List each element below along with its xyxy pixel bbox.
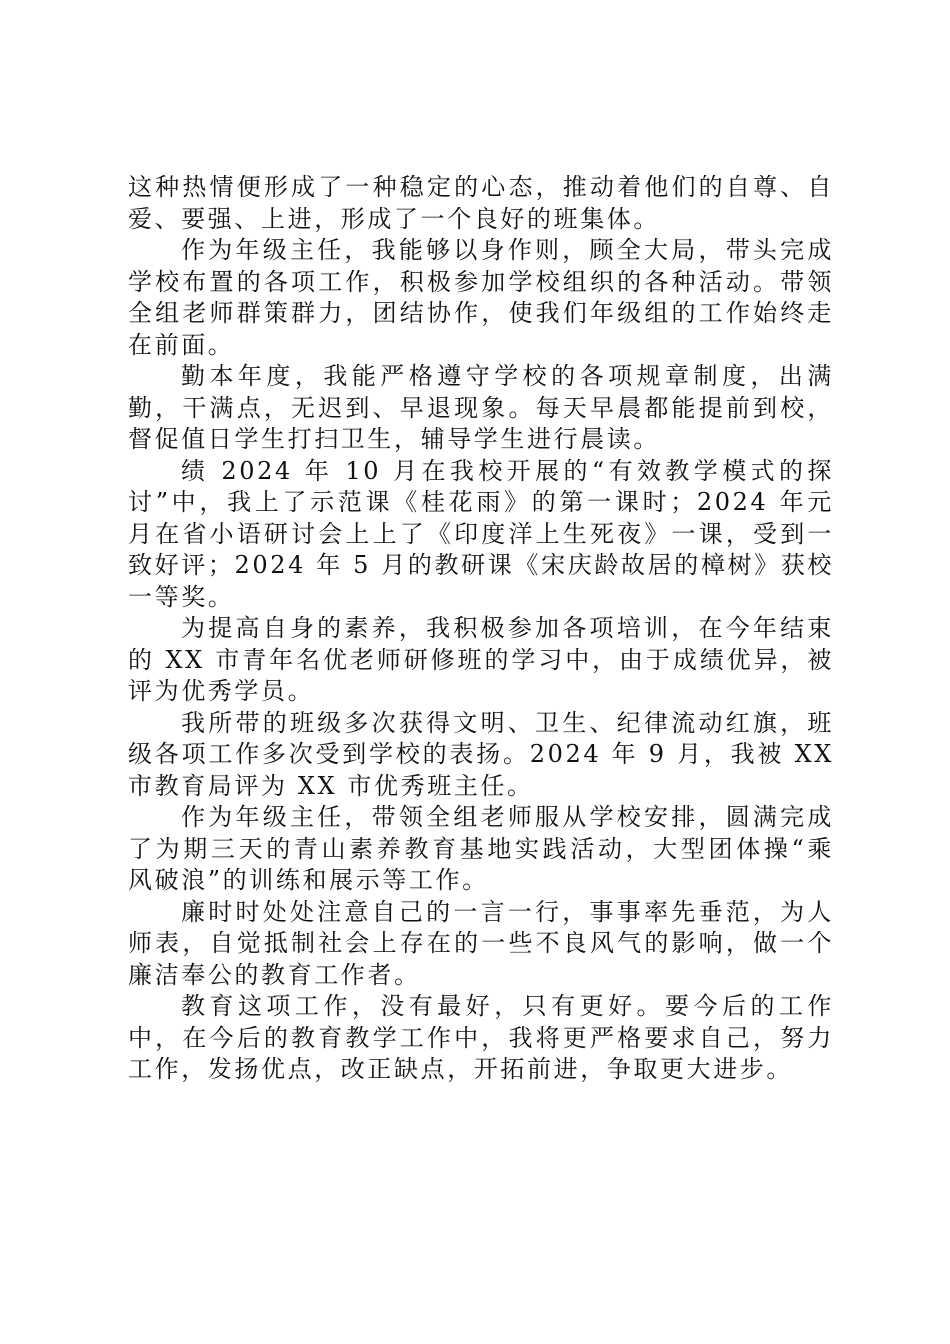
paragraph-diligence: 勤本年度，我能严格遵守学校的各项规章制度，出满勤，干满点，无迟到、早退现象。每天早晨都能提前到校，督促值日学生打扫卫生，辅导学生进行晨读。: [128, 362, 834, 453]
paragraph-conclusion: 教育这项工作，没有最好，只有更好。要今后的工作中，在今后的教育教学工作中，我将更严格要求自己，努力工作，发扬优点，改正缺点，开拓前进，争取更大进步。: [128, 992, 834, 1083]
paragraph-leadership: 作为年级主任，我能够以身作则，顾全大局，带头完成学校布置的各项工作，积极参加学校组织的各种活动。带领全组老师群策群力，团结协作，使我们年级组的工作始终走在前面。: [128, 236, 834, 359]
paragraph-training: 为提高自身的素养，我积极参加各项培训，在今年结束的 XX 市青年名优老师研修班的学习中，由于成绩优异，被评为优秀学员。: [128, 614, 834, 705]
paragraph-integrity: 廉时时处处注意自己的一言一行，事事率先垂范，为人师表，自觉抵制社会上存在的一些不良风气的影响，做一个廉洁奉公的教育工作者。: [128, 897, 834, 989]
paragraph-activities: 作为年级主任，带领全组老师服从学校安排，圆满完成了为期三天的青山素养教育基地实践活动，大型团体操“乘风破浪”的训练和展示等工作。: [128, 803, 834, 894]
paragraph-continuation: 这种热情便形成了一种稳定的心态，推动着他们的自尊、自爱、要强、上进，形成了一个良好的班集体。: [128, 173, 834, 233]
paragraph-class-honors: 我所带的班级多次获得文明、卫生、纪律流动红旗，班级各项工作多次受到学校的表扬。2024 年 9 月，我被 XX 市教育局评为 XX 市优秀班主任。: [128, 708, 834, 800]
document-body: [128, 172, 834, 1086]
paragraph-achievements: 绩 2024 年 10 月在我校开展的“有效教学模式的探讨”中，我上了示范课《桂花雨》的第一课时；2024 年元月在省小语研讨会上上了《印度洋上生死夜》一课，受到一致好评；2024 年 5 月的教研课《宋庆龄故居的樟树》获校一等奖。: [128, 456, 834, 611]
